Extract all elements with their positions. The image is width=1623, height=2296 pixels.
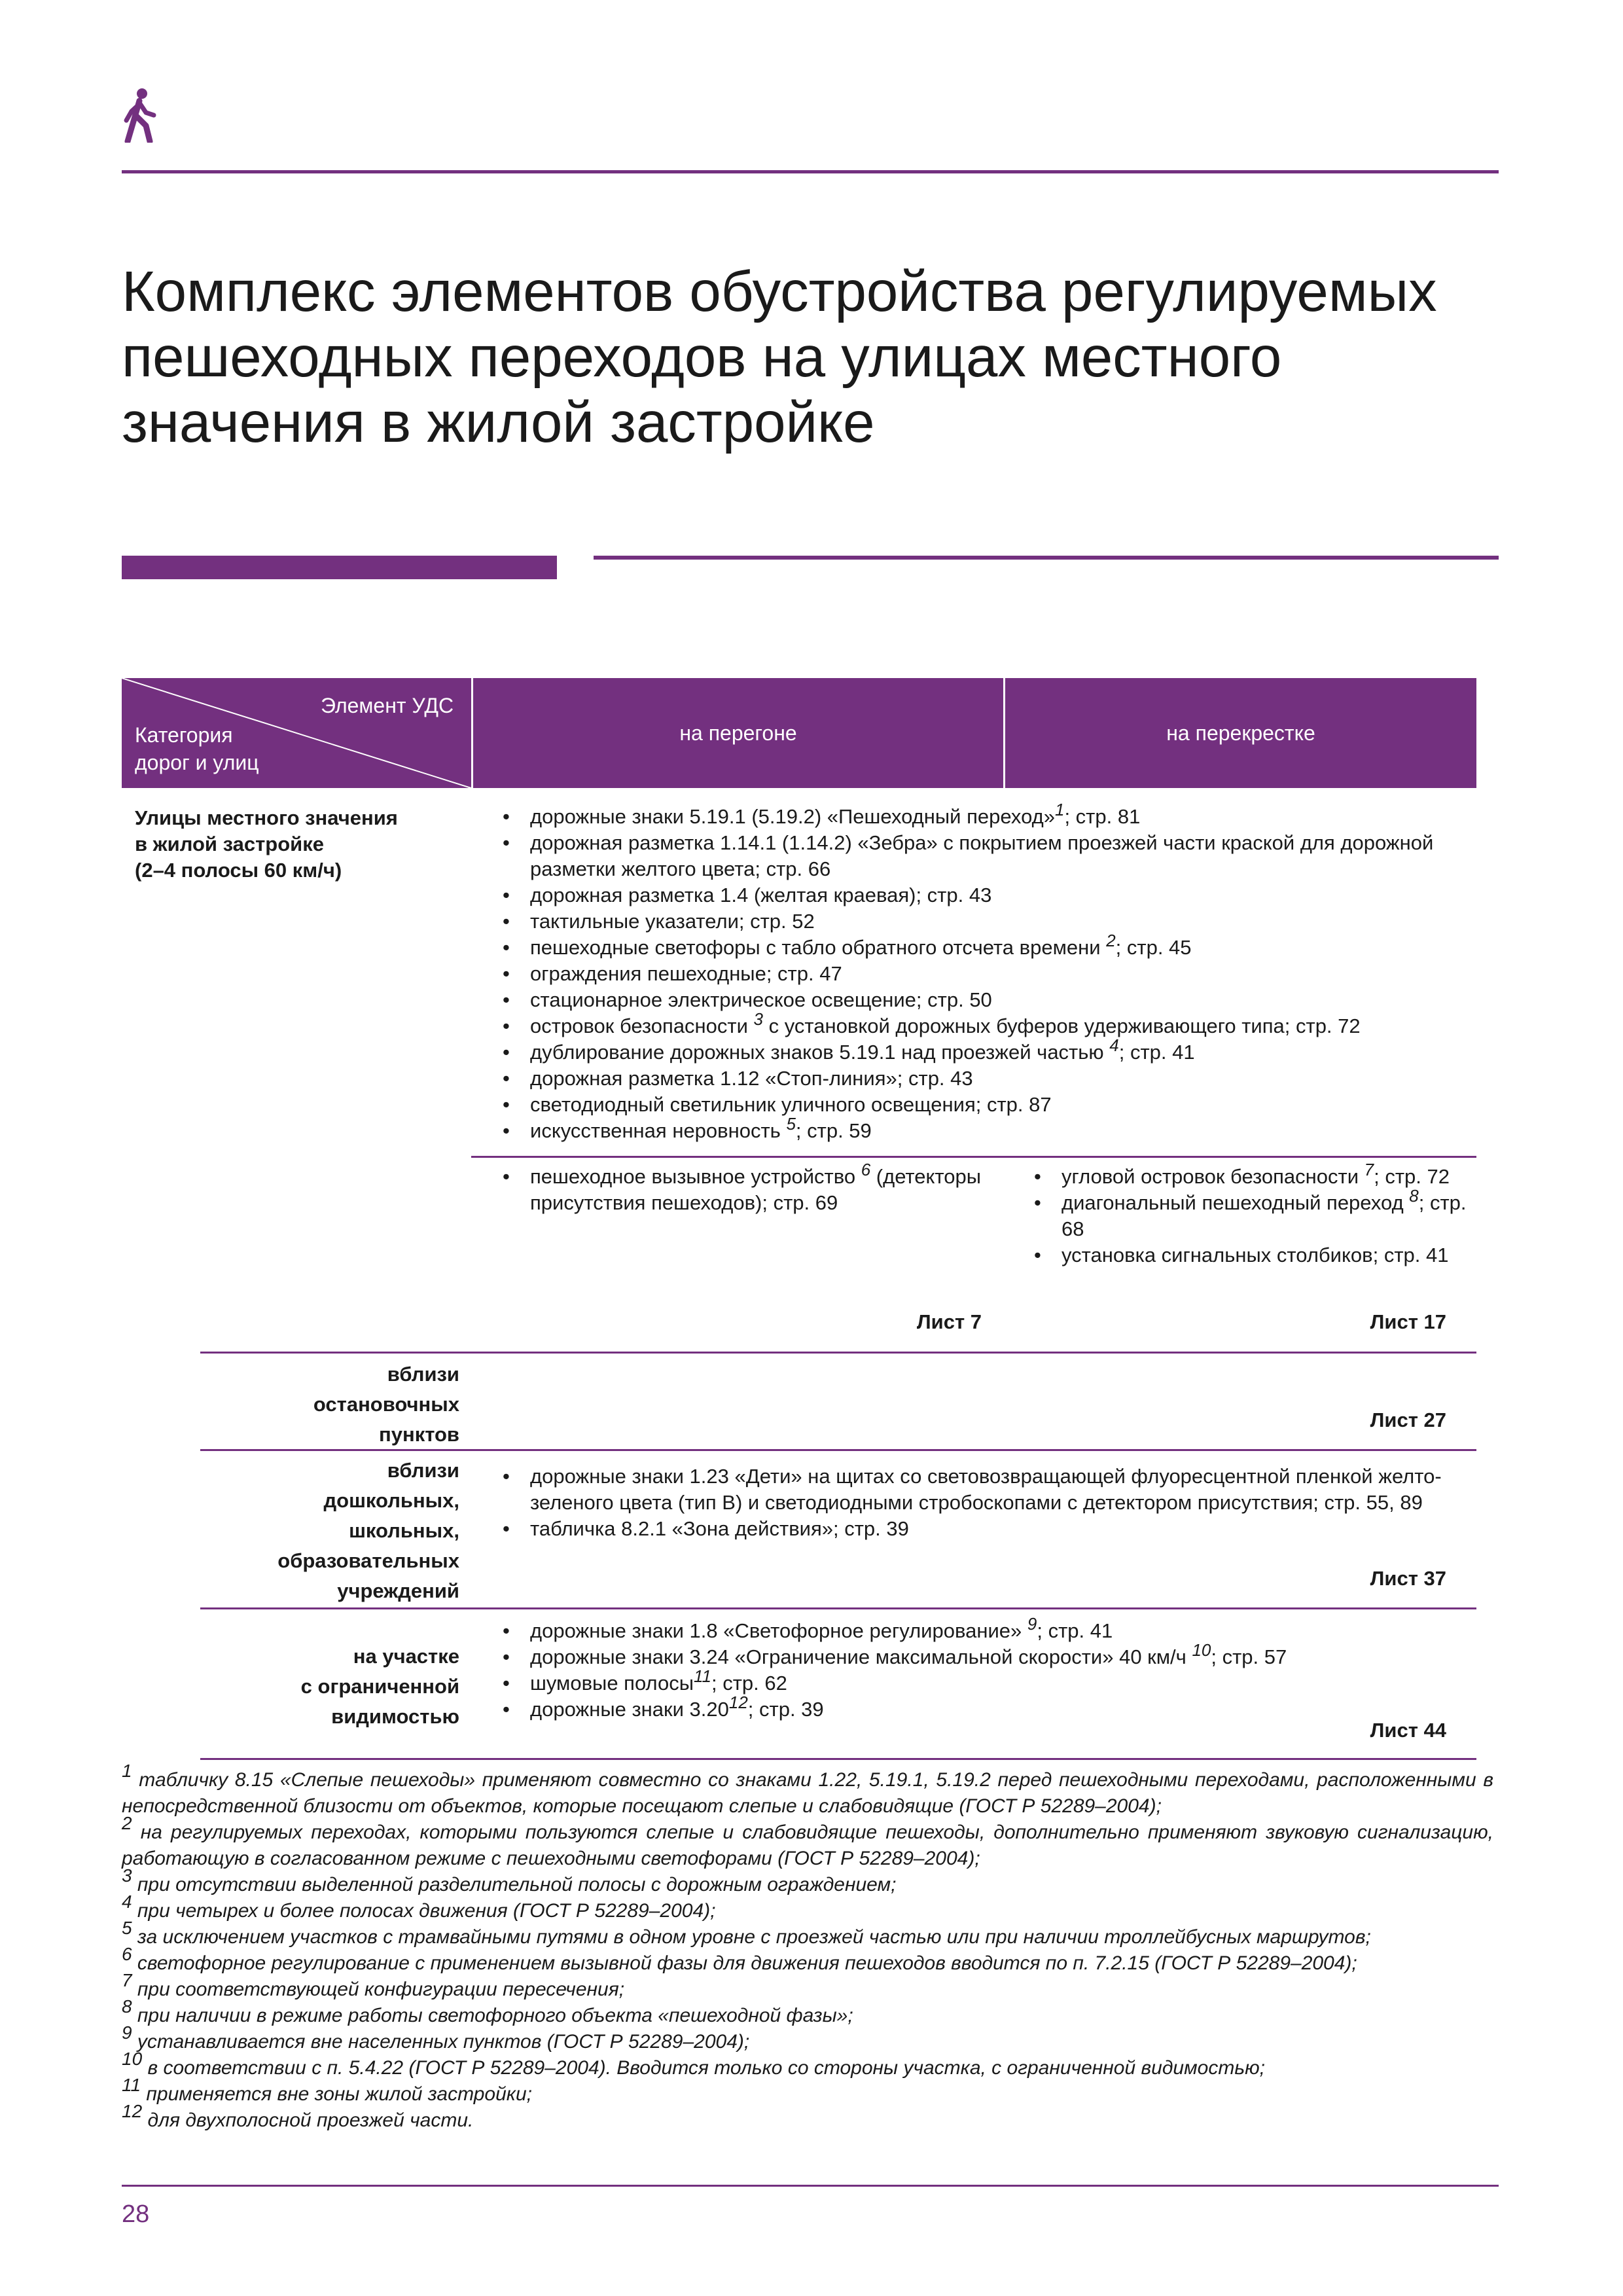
row-divider bbox=[200, 1607, 1476, 1609]
list-item: • дорожные знаки 5.19.1 (5.19.2) «Пешеходный переход»$^1$; стр. 81 bbox=[496, 804, 1458, 830]
footnote: 1 табличку 8.15 «Слепые пешеходы» применяют совместно со знаками 1.22, 5.19.1, 5.19.2 перед пешеходными переходами, расположенными в непосредственной близости от объектов, которые посещают слепые и слабовидящие (ГОСТ Р 52289–2004); bbox=[122, 1761, 1493, 1817]
footnote-ref: 3 bbox=[753, 1009, 764, 1029]
header-element-label: Элемент УДС bbox=[321, 694, 454, 717]
list-item: • дорожная разметка 1.4 (желтая краевая); стр. 43 bbox=[496, 882, 1458, 908]
page-number: 28 bbox=[122, 2200, 150, 2228]
sheet-27-label: Лист 27 bbox=[1370, 1408, 1446, 1431]
list-item: • ограждения пешеходные; стр. 47 bbox=[496, 961, 1458, 987]
footnote: 2 на регулируемых переходах, которыми пользуются слепые и слабовидящие пешеходы, дополнительно применяют звуковую сигнализацию, работающую в согласованном режиме с пешеходными светофорами (ГОСТ Р 52289–2004); bbox=[122, 1813, 1493, 1869]
list-item: • пешеходные светофоры с табло обратного отсчета времени $^2$; стр. 45 bbox=[496, 935, 1458, 961]
footnote: 9 устанавливается вне населенных пунктов (ГОСТ Р 52289–2004); bbox=[122, 2022, 750, 2053]
footnote-ref: 7 bbox=[1364, 1160, 1374, 1179]
title-accent-bar bbox=[122, 556, 557, 579]
list-item: • стационарное электрическое освещение; стр. 50 bbox=[496, 987, 1458, 1013]
list-item: • дорожные знаки 3.20$^{12}$; стр. 39 bbox=[496, 1696, 1465, 1723]
footnote-ref: 9 bbox=[1027, 1614, 1037, 1634]
list-item: • дорожные знаки 1.23 «Дети» на щитах со световозвращающей флуоресцентной пленкой желто-зеленого цвета (тип В) и светодиодными стробоскопами с детектором присутствия; стр. 55, 89 bbox=[496, 1463, 1465, 1516]
row1-intersection-list bbox=[1027, 1160, 1472, 1268]
row1-category: Улицы местного значения в жилой застройке (2–4 полосы 60 км/ч) bbox=[135, 806, 398, 882]
footnote: 11 применяется вне зоны жилой застройки; bbox=[122, 2075, 532, 2105]
footnote: 4 при четырех и более полосах движения (ГОСТ Р 52289–2004); bbox=[122, 1892, 716, 1922]
footnote-ref: 11 bbox=[693, 1666, 711, 1686]
list-item: • шумовые полосы$^{11}$; стр. 62 bbox=[496, 1670, 1465, 1696]
list-item: • диагональный пешеходный переход $^8$; стр. 68 bbox=[1027, 1190, 1472, 1242]
footnote-ref: 4 bbox=[1109, 1035, 1119, 1055]
row4-element-list bbox=[496, 1614, 1465, 1723]
header-col-intersection: на перекрестке bbox=[1166, 721, 1315, 745]
table-bottom-rule bbox=[200, 1758, 1476, 1760]
footnote: 8 при наличии в режиме работы светофорного объекта «пешеходной фазы»; bbox=[122, 1996, 853, 2026]
footnotes bbox=[122, 1761, 1493, 2134]
list-item: • дорожная разметка 1.12 «Стоп-линия»; стр. 43 bbox=[496, 1066, 1458, 1092]
footnote-ref: 2 bbox=[1106, 931, 1116, 950]
footnote: 5 за исключением участков с трамвайными путями в одном уровне с проезжей частью или при наличии троллейбусных маршрутов; bbox=[122, 1918, 1371, 1948]
bottom-divider bbox=[122, 2185, 1499, 2187]
list-item: • тактильные указатели; стр. 52 bbox=[496, 908, 1458, 935]
list-item: • светодиодный светильник уличного освещения; стр. 87 bbox=[496, 1092, 1458, 1118]
sheet-37-label: Лист 37 bbox=[1370, 1567, 1446, 1590]
footnote-ref: 6 bbox=[861, 1160, 871, 1179]
footnote-ref: 1 bbox=[1054, 800, 1065, 819]
footnote: 6 светофорное регулирование с применением вызывной фазы для движения пешеходов вводится по п. 7.2.15 (ГОСТ Р 52289–2004); bbox=[122, 1944, 1357, 1974]
title-accent-line bbox=[594, 556, 1499, 560]
list-item: • установка сигнальных столбиков; стр. 41 bbox=[1027, 1242, 1472, 1268]
top-divider bbox=[122, 170, 1499, 173]
sheet-17-label: Лист 17 bbox=[1370, 1310, 1446, 1333]
header-category-label: Категория дорог и улиц bbox=[135, 723, 259, 774]
row-divider bbox=[200, 1449, 1476, 1451]
list-item: • пешеходное вызывное устройство $^6$ (детекторы присутствия пешеходов); стр. 69 bbox=[496, 1164, 993, 1216]
footnote: 12 для двухполосной проезжей части. bbox=[122, 2101, 474, 2131]
footnote-ref: 12 bbox=[728, 1693, 748, 1712]
row3-element-list bbox=[496, 1463, 1465, 1542]
list-item: • дублирование дорожных знаков 5.19.1 над проезжей частью $^4$; стр. 41 bbox=[496, 1039, 1458, 1066]
list-item: • дорожные знаки 3.24 «Ограничение максимальной скорости» 40 км/ч $^{10}$; стр. 57 bbox=[496, 1644, 1465, 1670]
row1-sub-divider bbox=[471, 1156, 1476, 1158]
footnote: 3 при отсутствии выделенной разделительной полосы с дорожным ограждением; bbox=[122, 1865, 897, 1895]
table-header bbox=[122, 678, 1476, 788]
sheet-7-label: Лист 7 bbox=[916, 1310, 982, 1333]
row3-category: вблизи дошкольных, школьных, образовательных учреждений bbox=[277, 1459, 459, 1602]
row1-element-list bbox=[496, 800, 1458, 1144]
page-title: Комплекс элементов обустройства регулируемых пешеходных переходов на улицах местного значения в жилой застройке bbox=[122, 260, 1437, 454]
footnote: 7 при соответствующей конфигурации пересечения; bbox=[122, 1970, 625, 2000]
footnote-ref: 5 bbox=[786, 1114, 796, 1134]
header-col-segment: на перегоне bbox=[679, 721, 797, 745]
list-item: • угловой островок безопасности $^7$; стр. 72 bbox=[1027, 1164, 1472, 1190]
row4-category: на участке с ограниченной видимостью bbox=[300, 1645, 459, 1728]
footnote-ref: 8 bbox=[1409, 1186, 1419, 1206]
list-item: • дорожная разметка 1.14.1 (1.14.2) «Зебра» с покрытием проезжей части краской для дорожной разметки желтого цвета; стр. 66 bbox=[496, 830, 1458, 882]
list-item: • дорожные знаки 1.8 «Светофорное регулирование» $^9$; стр. 41 bbox=[496, 1618, 1465, 1644]
row2-category: вблизи остановочных пунктов bbox=[313, 1363, 459, 1446]
row-divider bbox=[200, 1352, 1476, 1354]
footnote: 10 в соответствии с п. 5.4.22 (ГОСТ Р 52289–2004). Вводится только со стороны участка, с ограниченной видимостью; bbox=[122, 2049, 1266, 2079]
footnote-ref: 10 bbox=[1192, 1640, 1211, 1660]
list-item: • искусственная неровность $^5$; стр. 59 bbox=[496, 1118, 1458, 1144]
list-item: • табличка 8.2.1 «Зона действия»; стр. 39 bbox=[496, 1516, 1465, 1542]
list-item: • островок безопасности $^3$ с установкой дорожных буферов удерживающего типа; стр. 72 bbox=[496, 1013, 1458, 1039]
pedestrian-icon bbox=[120, 88, 159, 143]
row1-segment-list bbox=[496, 1160, 993, 1216]
sheet-44-label: Лист 44 bbox=[1370, 1719, 1446, 1742]
